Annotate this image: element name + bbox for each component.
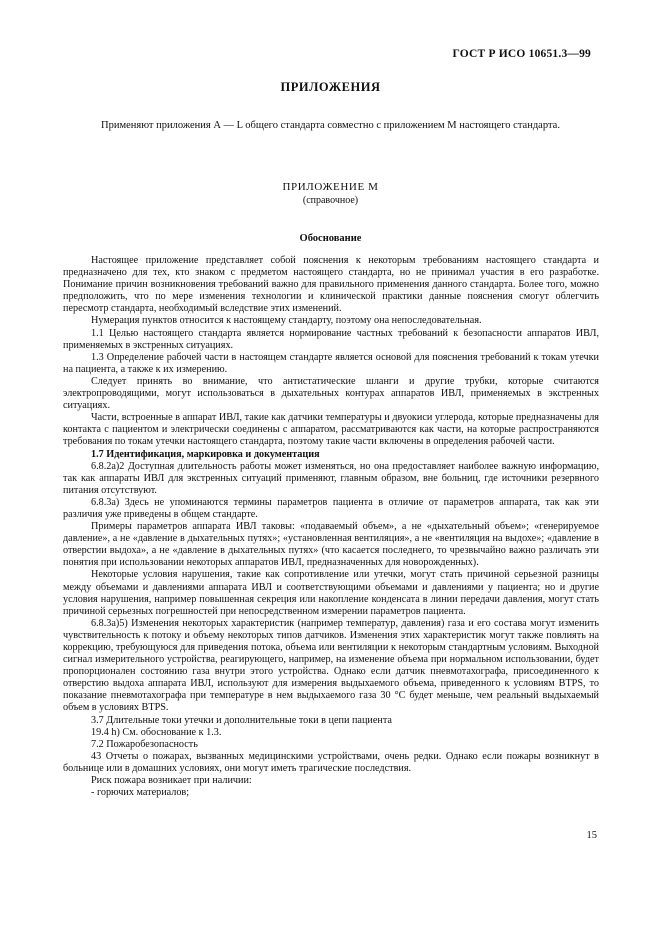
- subsection-heading: 1.7 Идентификация, маркировка и документация: [91, 448, 320, 460]
- paragraph: 3.7 Длительные токи утечки и дополнительные токи в цепи пациента: [91, 714, 392, 726]
- paragraph: 7.2 Пожаробезопасность: [91, 738, 198, 750]
- page-number: 15: [586, 830, 597, 841]
- paragraph: 43 Отчеты о пожарах, вызванных медицинскими устройствами, очень редки. Однако если пожары возникнут в больнице или в домашних условиях, они могут иметь трагические последствия.: [63, 750, 599, 774]
- paragraph: 6.8.3а)5) Изменения некоторых характеристик (например температур, давления) газа и его состава могут изменить чувствительность к потоку и объему некоторых типов датчиков. Изменения этих характеристик могут также повлиять на коррекцию, требующуюся для приведения потока, объема или вентиляции к некоторым стандартным условиям. Выходной сигнал измерительного устройства, реагирующего, например, на изменение объема при нормальном использовании, будет пропорционален состоянию газа внутри этого устройства. Однако если датчик пневмотахографа, присоединенного к отверстию выдоха аппарата ИВЛ, используют для измерения выдыхаемого объема, приведенного к условиям BTPS, то показание пневмотахографа при температуре в нем выдыхаемого газа 30 °С будет меньше, чем реальный выдыхаемый объем в условиях BTPS.: [63, 617, 599, 714]
- main-title: ПРИЛОЖЕНИЯ: [280, 80, 381, 94]
- paragraph: 1.1 Целью настоящего стандарта является нормирование частных требований к безопасности аппаратов ИВЛ, применяемых в экстренных ситуациях.: [63, 327, 599, 351]
- paragraph: Части, встроенные в аппарат ИВЛ, такие как датчики температуры и двуокиси углерода, которые предназначены для контакта с пациентом и электрически соединены с аппаратом, рассматриваются как части, на которые распространяются требования по токам утечки настоящего стандарта, поэтому такие части включены в определения рабочей части.: [63, 412, 599, 448]
- section-title: Обоснование: [299, 233, 362, 244]
- paragraph: 19.4 h) См. обоснование к 1.3.: [91, 726, 222, 738]
- body-text: [63, 255, 599, 799]
- paragraph: Риск пожара возникает при наличии:: [91, 775, 252, 787]
- paragraph: Примеры параметров аппарата ИВЛ таковы: «подаваемый объем», а не «дыхательный объем»; «генерируемое давление», а не «давление в дыхательных путях»; «установленная вентиляция», а не «вентиляция на выдохе»; «давление в отверстии выдоха», а не «давление в дыхательных путях» (что касается последнего, то чрезвычайно важно различать эти понятия при использовании некоторых аппаратов ИВЛ, предназначенных для новорожденных).: [63, 521, 599, 569]
- paragraph: 1.3 Определение рабочей части в настоящем стандарте является основой для пояснения требований к токам утечки на пациента, а также к их измерению.: [63, 351, 599, 375]
- intro-text: Применяют приложения А — L общего стандарта совместно с приложением М настоящего стандарта.: [101, 120, 560, 131]
- standard-header: ГОСТ Р ИСО 10651.3—99: [452, 48, 591, 60]
- paragraph: 6.8.3а) Здесь не упоминаются термины параметров пациента в отличие от параметров аппарата, так как эти различия уже приведены в общем стандарте.: [63, 496, 599, 520]
- list-item: - горючих материалов;: [91, 787, 190, 799]
- paragraph: Некоторые условия нарушения, такие как сопротивление или утечки, могут стать причиной серьезной разницы между объемами и давлениями аппарата ИВЛ и соответствующими объемами и давлениями у пациента; но и другие условия нарушения, например повышенная секреция или накопление конденсата в линии передачи давления, могут стать причиной серьезных погрешностей при непосредственном измерении параметров пациента.: [63, 569, 599, 617]
- paragraph: Настоящее приложение представляет собой пояснения к некоторым требованиям настоящего стандарта и предназначено для тех, кто знаком с предметом настоящего стандарта, но не принимал участия в его разработке. Понимание причин возникновения требований важно для правильного применения данного стандарта. Более того, можно предположить, что по мере изменения технологии и клинической практики данные пояснения смогут облегчить пересмотр стандарта, необходимый вследствие этих изменений.: [63, 255, 599, 315]
- paragraph: 6.8.2а)2 Доступная длительность работы может изменяться, но она предоставляет наиболее важную информацию, так как аппараты ИВЛ для экстренных ситуаций применяют, главным образом, вне больниц, где источники резервного питания отсутствуют.: [63, 460, 599, 496]
- paragraph: Нумерация пунктов относится к настоящему стандарту, поэтому она непоследовательная.: [91, 315, 482, 327]
- annex-subtitle: (справочное): [302, 195, 359, 206]
- paragraph: Следует принять во внимание, что антистатические шланги и другие трубки, которые считаются электропроводящими, могут использоваться в дыхательных контурах аппаратов ИВЛ, применяемых в экстренных ситуациях.: [63, 375, 599, 412]
- annex-title: ПРИЛОЖЕНИЕ М: [282, 181, 379, 193]
